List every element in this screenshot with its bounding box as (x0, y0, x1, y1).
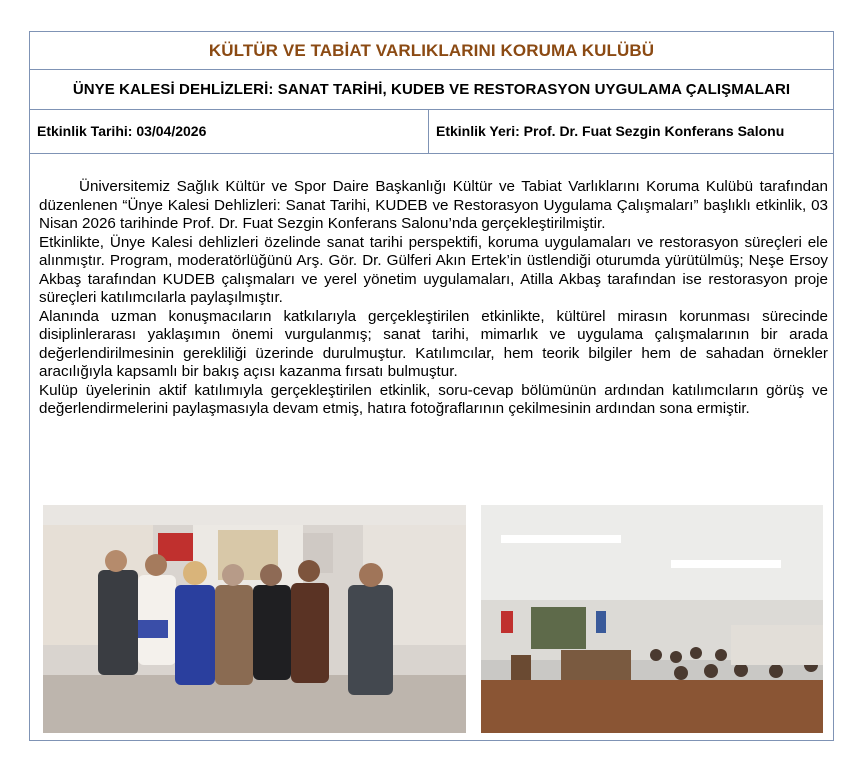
paragraph-emphasis: Alanında uzman konuşmacıların katkılarıyla gerçekleştirilen etkinlikte, kültürel mirasın korunması sürecinde disiplinlerarası yaklaşımın önemi vurgulanmış; sanat tarihi, mimarlık ve uygulama çalışmalarının bir arada değerlendirilmesinin gerekliliği üzerinde durulmuştur. Katılımcılar, hem teorik bilgiler hem de sahadan örnekler aracılığıyla kapsamlı bir bakış açısı kazanma fırsatı bulmuştur. (39, 307, 828, 380)
conference-hall-photo (481, 505, 823, 733)
club-title: KÜLTÜR VE TABİAT VARLIKLARINI KORUMA KULÜBÜ (208, 41, 655, 60)
club-title-row (30, 32, 833, 70)
paragraph-closing: Kulüp üyelerinin aktif katılımıyla gerçekleştirilen etkinlik, soru-cevap bölümünün ardından katılımcıların görüş ve değerlendirmelerini paylaşmasıyla devam etmiş, hatıra fotoğraflarının çekilmesinin ardından sona ermiştir. (39, 381, 828, 417)
event-description (39, 178, 828, 419)
event-date: Etkinlik Tarihi: 03/04/2026 (37, 123, 207, 139)
event-place-cell (429, 110, 833, 153)
event-date-cell (30, 110, 429, 153)
group-photo (43, 505, 466, 733)
paragraph-program: Etkinlikte, Ünye Kalesi dehlizleri özelinde sanat tarihi perspektifi, koruma uygulamaları ve restorasyon süreçleri ele alınmıştır. Program, moderatörlüğünü Arş. Gör. Dr. Gülferi Akın Ertek’in üstlendiği oturumda yürütülmüş; Neşe Ersoy Akbaş tarafından KUDEB çalışmaları ve yerel yönetim uygulamaları, Atilla Akbaş tarafından ise restorasyon proje süreçleri katılımcılarla paylaşılmıştır. (39, 233, 828, 306)
event-title-row (30, 70, 833, 110)
event-info-row (30, 110, 833, 154)
paragraph-intro: Üniversitemiz Sağlık Kültür ve Spor Daire Başkanlığı Kültür ve Tabiat Varlıklarını Koruma Kulübü tarafından düzenlenen “Ünye Kalesi Dehlizleri: Sanat Tarihi, KUDEB ve Restorasyon Uygulama Çalışmaları” başlıklı etkinlik, 03 Nisan 2026 tarihinde Prof. Dr. Fuat Sezgin Konferans Salonu’nda gerçekleştirilmiştir. (39, 178, 828, 232)
event-place: Etkinlik Yeri: Prof. Dr. Fuat Sezgin Konferans Salonu (436, 123, 785, 139)
report-frame (29, 31, 834, 741)
event-title: ÜNYE KALESİ DEHLİZLERİ: SANAT TARİHİ, KUDEB VE RESTORASYON UYGULAMA ÇALIŞMALARI (72, 81, 791, 98)
